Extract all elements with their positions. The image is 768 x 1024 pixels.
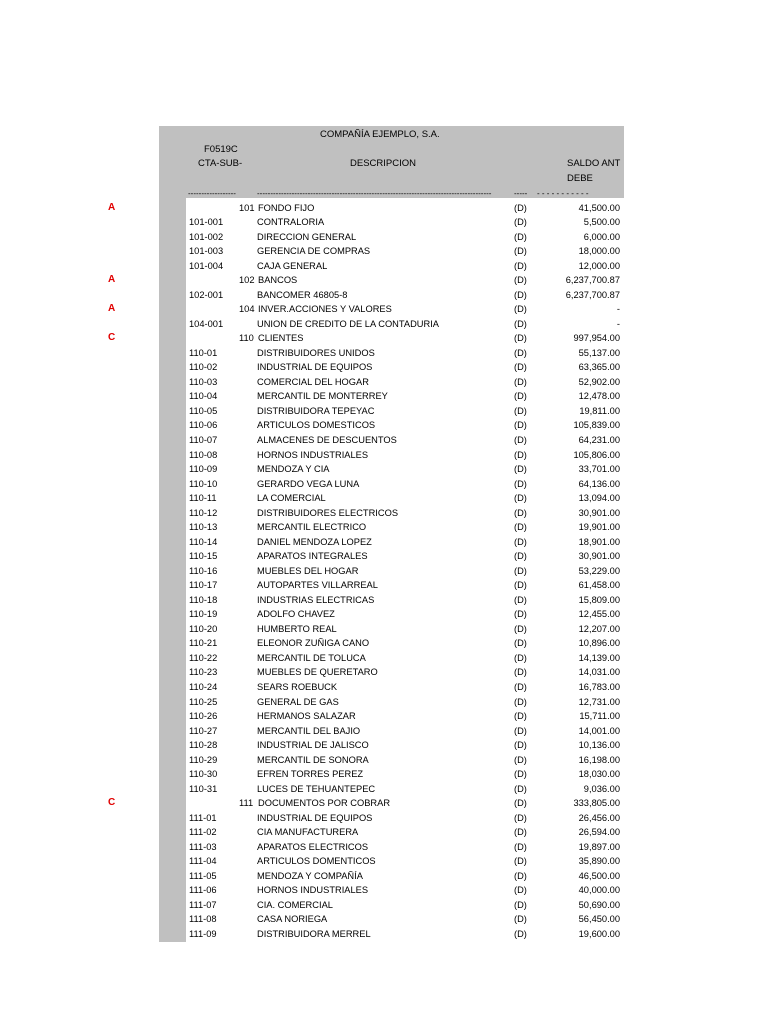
row-mark: C <box>108 332 116 344</box>
account-description: MUEBLES DE QUERETARO <box>257 667 378 678</box>
balance-amount: 33,701.00 <box>578 464 620 475</box>
account-code: 104-001 <box>189 318 224 329</box>
table-row <box>0 273 768 288</box>
account-description: DOCUMENTOS POR COBRAR <box>258 798 391 809</box>
debit-credit-indicator: (D) <box>514 420 527 431</box>
debit-credit-indicator: (D) <box>514 551 527 562</box>
balance-amount: 61,458.00 <box>578 580 620 591</box>
account-code: 101-004 <box>189 260 224 271</box>
column-header-debit: DEBE <box>567 173 593 184</box>
account-code: 110-03 <box>189 376 218 387</box>
table-row <box>0 695 768 710</box>
account-code: 110-31 <box>189 783 218 794</box>
table-row <box>0 331 768 346</box>
column-header-balance: SALDO ANT <box>567 158 621 169</box>
debit-credit-indicator: (D) <box>514 885 527 896</box>
balance-amount: 10,136.00 <box>578 740 620 751</box>
debit-credit-indicator: (D) <box>514 347 527 358</box>
balance-amount: - <box>616 318 620 329</box>
debit-credit-indicator: (D) <box>514 449 527 460</box>
balance-amount: 105,806.00 <box>573 449 620 460</box>
account-code: 110-14 <box>189 536 218 547</box>
debit-credit-indicator: (D) <box>514 362 527 373</box>
balance-amount: 19,600.00 <box>578 929 620 939</box>
table-row <box>0 651 768 666</box>
debit-credit-indicator: (D) <box>514 507 527 518</box>
account-description: MERCANTIL DE TOLUCA <box>257 652 366 663</box>
account-code: 110-26 <box>189 711 218 722</box>
debit-credit-indicator: (D) <box>514 434 527 445</box>
debit-credit-indicator: (D) <box>514 580 527 591</box>
table-row <box>0 404 768 419</box>
debit-credit-indicator: (D) <box>514 464 527 475</box>
table-row <box>0 782 768 797</box>
balance-amount: 12,478.00 <box>578 391 620 402</box>
table-row <box>0 767 768 782</box>
balance-amount: 64,136.00 <box>578 478 620 489</box>
table-row <box>0 520 768 535</box>
balance-amount: 19,811.00 <box>579 405 620 416</box>
debit-credit-indicator: (D) <box>514 783 527 794</box>
account-number: 110 <box>239 333 254 344</box>
debit-credit-indicator: (D) <box>514 812 527 823</box>
balance-amount: 13,094.00 <box>578 493 620 504</box>
table-row <box>0 724 768 739</box>
debit-credit-indicator: (D) <box>514 304 527 315</box>
account-code: 110-21 <box>189 638 218 649</box>
account-code: 110-04 <box>189 391 218 402</box>
table-row <box>0 680 768 695</box>
account-code: 110-23 <box>189 667 218 678</box>
account-description: DISTRIBUIDORES ELECTRICOS <box>257 507 399 518</box>
balance-amount: 56,450.00 <box>578 914 620 925</box>
account-description: DANIEL MENDOZA LOPEZ <box>257 536 372 547</box>
account-code: 101-002 <box>189 231 224 242</box>
account-code: 110-09 <box>189 464 218 475</box>
account-description: CASA NORIEGA <box>257 914 328 925</box>
account-description: HORNOS INDUSTRIALES <box>257 885 369 896</box>
table-row <box>0 477 768 492</box>
table-row <box>0 462 768 477</box>
account-code: 102-001 <box>189 289 224 300</box>
account-description: BANCOMER 46805-8 <box>257 289 348 300</box>
balance-amount: 26,594.00 <box>578 827 620 838</box>
table-row <box>0 622 768 637</box>
balance-amount: 53,229.00 <box>578 565 620 576</box>
account-description: INDUSTRIAL DE EQUIPOS <box>257 362 373 373</box>
debit-credit-indicator: (D) <box>514 275 527 286</box>
account-description: DISTRIBUIDORA TEPEYAC <box>257 405 375 416</box>
account-description: ADOLFO CHAVEZ <box>257 609 335 620</box>
account-description: APARATOS INTEGRALES <box>257 551 368 562</box>
balance-amount: 12,000.00 <box>578 260 620 271</box>
table-row <box>0 607 768 622</box>
account-code: 110-27 <box>189 725 218 736</box>
balance-amount: 105,839.00 <box>573 420 620 431</box>
account-code: 110-24 <box>189 681 218 692</box>
row-mark: A <box>108 274 116 286</box>
debit-credit-indicator: (D) <box>514 493 527 504</box>
debit-credit-indicator: (D) <box>514 594 527 605</box>
account-code: 110-08 <box>189 449 218 460</box>
account-code: 110-06 <box>189 420 218 431</box>
table-row <box>0 883 768 898</box>
debit-credit-indicator: (D) <box>514 725 527 736</box>
debit-credit-indicator: (D) <box>514 522 527 533</box>
account-description: ARTICULOS DOMESTICOS <box>257 420 376 431</box>
column-header-description: DESCRIPCION <box>350 158 416 169</box>
balance-amount: 9,036.00 <box>583 783 620 794</box>
table-row <box>0 869 768 884</box>
balance-amount: 30,901.00 <box>578 507 620 518</box>
balance-amount: 30,901.00 <box>578 551 620 562</box>
account-code: 111-02 <box>189 827 217 838</box>
account-code: 110-25 <box>189 696 218 707</box>
account-description: GERENCIA DE COMPRAS <box>257 246 371 257</box>
table-row <box>0 825 768 840</box>
balance-amount: 40,000.00 <box>578 885 620 896</box>
account-description: DIRECCION GENERAL <box>257 231 357 242</box>
account-code: 110-15 <box>189 551 218 562</box>
account-code: 110-28 <box>189 740 218 751</box>
company-name: COMPAÑÍA EJEMPLO, S.A. <box>320 129 440 140</box>
account-code: 111-06 <box>189 885 217 896</box>
balance-amount: 63,365.00 <box>578 362 620 373</box>
balance-amount: 6,237,700.87 <box>565 275 620 286</box>
debit-credit-indicator: (D) <box>514 769 527 780</box>
debit-credit-indicator: (D) <box>514 246 527 257</box>
debit-credit-indicator: (D) <box>514 565 527 576</box>
debit-credit-indicator: (D) <box>514 638 527 649</box>
balance-amount: 19,897.00 <box>578 841 620 852</box>
debit-credit-indicator: (D) <box>514 696 527 707</box>
table-row <box>0 506 768 521</box>
account-description: CIA MANUFACTURERA <box>257 827 359 838</box>
table-row <box>0 665 768 680</box>
account-description: DISTRIBUIDORES UNIDOS <box>257 347 375 358</box>
account-description: GENERAL DE GAS <box>257 696 339 707</box>
account-code: 110-19 <box>189 609 218 620</box>
balance-amount: 997,954.00 <box>573 333 620 344</box>
table-row <box>0 811 768 826</box>
table-row <box>0 738 768 753</box>
balance-amount: 15,809.00 <box>578 594 620 605</box>
debit-credit-indicator: (D) <box>514 667 527 678</box>
account-description: MERCANTIL DE MONTERREY <box>257 391 388 402</box>
account-description: APARATOS ELECTRICOS <box>257 841 369 852</box>
balance-amount: 35,890.00 <box>578 856 620 867</box>
account-code: 110-13 <box>189 522 218 533</box>
table-row <box>0 636 768 651</box>
balance-amount: 333,805.00 <box>573 798 620 809</box>
balance-amount: 14,139.00 <box>578 652 620 663</box>
table-row <box>0 854 768 869</box>
account-code: 110-11 <box>189 493 217 504</box>
balance-amount: 6,237,700.87 <box>565 289 620 300</box>
table-row <box>0 389 768 404</box>
account-description: HORNOS INDUSTRIALES <box>257 449 369 460</box>
account-description: ARTICULOS DOMENTICOS <box>257 856 376 867</box>
account-description: INVER.ACCIONES Y VALORES <box>258 304 392 315</box>
table-row <box>0 840 768 855</box>
account-description: GERARDO VEGA LUNA <box>257 478 360 489</box>
table-row <box>0 564 768 579</box>
debit-credit-indicator: (D) <box>514 841 527 852</box>
account-description: CIA. COMERCIAL <box>257 899 333 910</box>
balance-amount: 64,231.00 <box>578 434 620 445</box>
account-description: HERMANOS SALAZAR <box>257 711 356 722</box>
account-description: INDUSTRIAL DE EQUIPOS <box>257 812 373 823</box>
form-code: F0519C <box>204 144 238 155</box>
debit-credit-indicator: (D) <box>514 652 527 663</box>
debit-credit-indicator: (D) <box>514 217 527 228</box>
debit-credit-indicator: (D) <box>514 899 527 910</box>
dash-separator-account: ------------------ <box>188 190 236 198</box>
account-code: 110-30 <box>189 769 218 780</box>
table-row <box>0 360 768 375</box>
account-description: MERCANTIL DEL BAJIO <box>257 725 361 736</box>
balance-amount: 16,198.00 <box>578 754 620 765</box>
table-row <box>0 535 768 550</box>
account-code: 111-01 <box>189 812 217 823</box>
balance-amount: 55,137.00 <box>578 347 620 358</box>
account-description: MERCANTIL ELECTRICO <box>257 522 367 533</box>
debit-credit-indicator: (D) <box>514 289 527 300</box>
table-row <box>0 302 768 317</box>
balance-amount: 6,000.00 <box>583 231 620 242</box>
account-code: 110-01 <box>189 347 218 358</box>
debit-credit-indicator: (D) <box>514 740 527 751</box>
account-description: CONTRALORIA <box>257 217 325 228</box>
account-code: 101-001 <box>189 217 224 228</box>
balance-amount: 52,902.00 <box>578 376 620 387</box>
account-description: LUCES DE TEHUANTEPEC <box>257 783 376 794</box>
table-row <box>0 259 768 274</box>
debit-credit-indicator: (D) <box>514 856 527 867</box>
balance-amount: 18,901.00 <box>578 536 620 547</box>
account-description: EFREN TORRES PEREZ <box>257 769 364 780</box>
balance-amount: 19,901.00 <box>578 522 620 533</box>
table-row <box>0 215 768 230</box>
table-row <box>0 753 768 768</box>
debit-credit-indicator: (D) <box>514 376 527 387</box>
debit-credit-indicator: (D) <box>514 405 527 416</box>
table-row <box>0 448 768 463</box>
table-row <box>0 418 768 433</box>
balance-amount: - <box>616 304 620 315</box>
account-description: UNION DE CREDITO DE LA CONTADURIA <box>257 318 440 329</box>
table-row <box>0 549 768 564</box>
debit-credit-indicator: (D) <box>514 318 527 329</box>
account-code: 110-12 <box>189 507 218 518</box>
account-code: 110-22 <box>189 652 218 663</box>
debit-credit-indicator: (D) <box>514 202 527 213</box>
table-row <box>0 346 768 361</box>
report-header <box>159 126 624 198</box>
account-code: 111-04 <box>189 856 217 867</box>
account-description: FONDO FIJO <box>258 202 315 213</box>
row-mark: C <box>108 797 116 809</box>
account-description: MENDOZA Y CIA <box>257 464 330 475</box>
table-row <box>0 578 768 593</box>
account-code: 111-05 <box>189 870 217 881</box>
balance-amount: 14,031.00 <box>578 667 620 678</box>
table-row <box>0 898 768 913</box>
row-mark: A <box>108 201 116 213</box>
balance-amount: 5,500.00 <box>583 217 620 228</box>
account-code: 111-07 <box>189 899 217 910</box>
account-description: HUMBERTO REAL <box>257 623 337 634</box>
debit-credit-indicator: (D) <box>514 711 527 722</box>
debit-credit-indicator: (D) <box>514 827 527 838</box>
balance-amount: 26,456.00 <box>578 812 620 823</box>
debit-credit-indicator: (D) <box>514 260 527 271</box>
debit-credit-indicator: (D) <box>514 929 527 939</box>
table-row <box>0 491 768 506</box>
account-description: DISTRIBUIDORA MERREL <box>257 929 371 939</box>
account-description: MENDOZA Y COMPAÑÍA <box>257 870 363 881</box>
table-row <box>0 593 768 608</box>
account-description: AUTOPARTES VILLARREAL <box>257 580 378 591</box>
account-code: 110-20 <box>189 623 218 634</box>
balance-amount: 15,711.00 <box>579 711 620 722</box>
table-row <box>0 288 768 303</box>
account-description: INDUSTRIAS ELECTRICAS <box>257 594 375 605</box>
account-description: COMERCIAL DEL HOGAR <box>257 376 369 387</box>
row-mark: A <box>108 303 116 315</box>
account-code: 110-17 <box>189 580 218 591</box>
balance-amount: 18,030.00 <box>578 769 620 780</box>
account-description: MUEBLES DEL HOGAR <box>257 565 359 576</box>
balance-amount: 12,207.00 <box>578 623 620 634</box>
balance-amount: 12,731.00 <box>578 696 620 707</box>
table-row <box>0 796 768 811</box>
balance-amount: 14,001.00 <box>578 725 620 736</box>
table-row <box>0 230 768 245</box>
debit-credit-indicator: (D) <box>514 231 527 242</box>
table-row <box>0 201 768 216</box>
table-row <box>0 317 768 332</box>
debit-credit-indicator: (D) <box>514 391 527 402</box>
debit-credit-indicator: (D) <box>514 798 527 809</box>
balance-amount: 16,783.00 <box>578 681 620 692</box>
account-code: 110-29 <box>189 754 218 765</box>
account-description: ELEONOR ZUÑIGA CANO <box>257 638 370 649</box>
account-code: 110-02 <box>189 362 218 373</box>
account-description: CAJA GENERAL <box>257 260 328 271</box>
account-code: 110-07 <box>189 434 218 445</box>
balance-amount: 18,000.00 <box>578 246 620 257</box>
account-number: 111 <box>239 798 254 809</box>
balance-amount: 12,455.00 <box>578 609 620 620</box>
account-number: 101 <box>239 202 255 213</box>
account-code: 110-10 <box>189 478 218 489</box>
account-code: 101-003 <box>189 246 224 257</box>
account-description: ALMACENES DE DESCUENTOS <box>257 434 397 445</box>
table-row <box>0 433 768 448</box>
account-code: 110-16 <box>189 565 218 576</box>
account-number: 102 <box>239 275 255 286</box>
debit-credit-indicator: (D) <box>514 536 527 547</box>
column-header-account: CTA-SUB- <box>198 158 243 169</box>
account-description: INDUSTRIAL DE JALISCO <box>257 740 369 751</box>
dash-separator-amount: - - - - - - - - - - - <box>537 190 589 198</box>
account-description: MERCANTIL DE SONORA <box>257 754 369 765</box>
balance-amount: 10,896.00 <box>578 638 620 649</box>
account-description: BANCOS <box>258 275 298 286</box>
debit-credit-indicator: (D) <box>514 609 527 620</box>
account-code: 110-18 <box>189 594 218 605</box>
account-code: 111-09 <box>189 929 217 939</box>
account-number: 104 <box>239 304 255 315</box>
balance-amount: 50,690.00 <box>578 899 620 910</box>
debit-credit-indicator: (D) <box>514 681 527 692</box>
account-description: LA COMERCIAL <box>257 493 326 504</box>
table-row <box>0 244 768 259</box>
dash-separator-dc: ----- <box>514 190 528 198</box>
dash-separator-description: ---------------------------------------------------------------------------------------- <box>257 190 492 198</box>
debit-credit-indicator: (D) <box>514 754 527 765</box>
account-code: 110-05 <box>189 405 218 416</box>
account-code: 111-08 <box>189 914 217 925</box>
debit-credit-indicator: (D) <box>514 870 527 881</box>
debit-credit-indicator: (D) <box>514 333 527 344</box>
table-row <box>0 375 768 390</box>
account-code: 111-03 <box>189 841 217 852</box>
table-row <box>0 927 768 942</box>
debit-credit-indicator: (D) <box>514 914 527 925</box>
account-description: CLIENTES <box>258 333 304 344</box>
balance-amount: 41,500.00 <box>578 202 620 213</box>
balance-amount: 46,500.00 <box>578 870 620 881</box>
debit-credit-indicator: (D) <box>514 623 527 634</box>
table-row <box>0 709 768 724</box>
account-description: SEARS ROEBUCK <box>257 681 338 692</box>
table-row <box>0 912 768 927</box>
debit-credit-indicator: (D) <box>514 478 527 489</box>
